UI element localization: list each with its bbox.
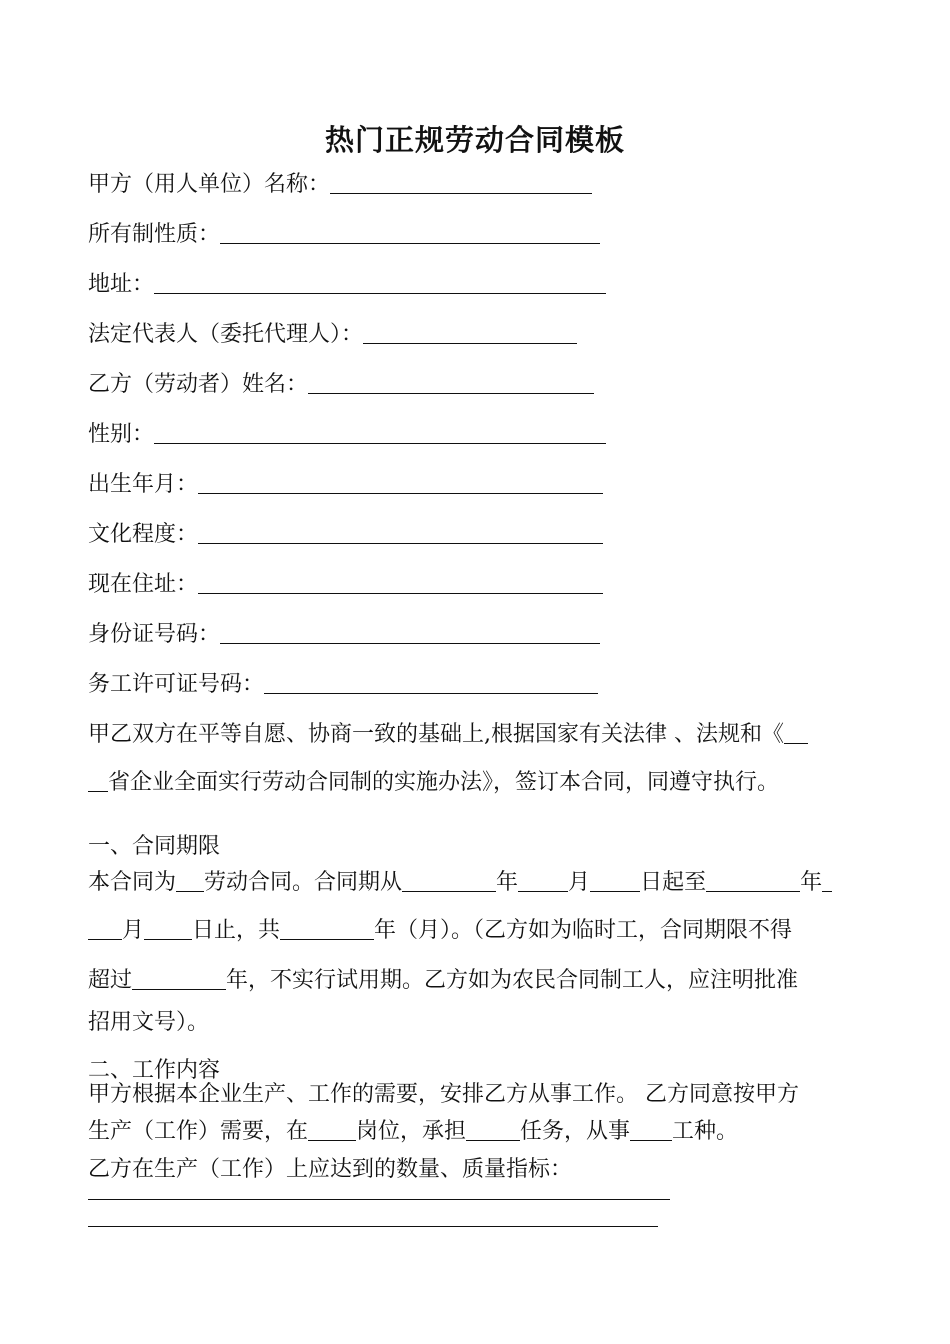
field-label: 出生年月： — [88, 472, 199, 497]
term-text: 本合同为 — [88, 870, 177, 895]
field-gender — [88, 420, 606, 450]
fill-blank[interactable] — [363, 323, 577, 344]
work-line-3: 乙方在生产（工作）上应达到的数量、质量指标： — [88, 1157, 573, 1182]
term-text: 月 — [568, 870, 591, 895]
fill-blank[interactable] — [280, 919, 374, 940]
section-heading-term: 一、合同期限 — [88, 834, 221, 859]
field-label: 务工许可证号码： — [88, 672, 265, 697]
work-line-1: 甲方根据本企业生产、工作的需要，安排乙方从事工作。 乙方同意按甲方 — [88, 1082, 799, 1107]
document-title: 热门正规劳动合同模板 — [324, 123, 625, 157]
field-label: 身份证号码： — [88, 622, 221, 647]
field-birth — [88, 470, 603, 500]
field-label: 现在住址： — [88, 572, 199, 597]
fill-blank[interactable] — [466, 1120, 520, 1141]
work-text: 岗位，承担 — [356, 1119, 467, 1144]
fill-blank[interactable] — [220, 623, 600, 644]
term-text: 超过 — [88, 968, 133, 993]
intro-line-2 — [88, 768, 779, 798]
fill-blank[interactable] — [706, 871, 800, 892]
field-current-address — [88, 570, 603, 600]
fill-blank[interactable] — [784, 723, 808, 744]
fill-blank[interactable] — [308, 373, 594, 394]
fill-blank[interactable] — [264, 673, 598, 694]
work-text: 工种。 — [672, 1119, 739, 1144]
field-legal-rep — [88, 320, 577, 350]
intro-text: 省企业全面实行劳动合同制的实施办法》，签订本合同，同遵守执行。 — [108, 770, 780, 795]
fill-blank[interactable] — [198, 473, 603, 494]
fill-blank[interactable] — [88, 919, 122, 940]
fill-blank[interactable] — [220, 223, 600, 244]
fill-blank[interactable] — [822, 871, 832, 892]
fill-blank[interactable] — [518, 871, 568, 892]
field-label: 地址： — [88, 272, 155, 297]
intro-line-1 — [88, 720, 808, 750]
field-address — [88, 270, 606, 300]
term-text: 年 — [496, 870, 519, 895]
field-label: 性别： — [88, 422, 155, 447]
field-label: 乙方（劳动者）姓名： — [88, 372, 309, 397]
term-line-1 — [88, 868, 832, 898]
term-line-2 — [88, 916, 792, 946]
term-line-4: 招用文号）。 — [88, 1010, 210, 1035]
fill-blank[interactable] — [590, 871, 640, 892]
term-line-3 — [88, 966, 798, 996]
field-employer-name — [88, 170, 592, 200]
field-label: 文化程度： — [88, 522, 199, 547]
section-heading-work: 二、工作内容 — [88, 1058, 221, 1083]
fill-blank[interactable] — [198, 523, 603, 544]
fill-blank[interactable] — [176, 871, 204, 892]
term-text: 年，不实行试用期。乙方如为农民合同制工人，应注明批准 — [226, 968, 799, 993]
fill-blank[interactable] — [402, 871, 496, 892]
fill-blank[interactable] — [144, 919, 192, 940]
intro-text: 甲乙双方在平等自愿、协商一致的基础上,根据国家有关法律 、法规和《 — [88, 722, 784, 747]
field-id-number — [88, 620, 600, 650]
fill-line[interactable] — [88, 1199, 670, 1200]
fill-blank[interactable] — [630, 1120, 672, 1141]
field-work-permit — [88, 670, 598, 700]
fill-line[interactable] — [88, 1226, 658, 1227]
term-text: 劳动合同。合同期从 — [204, 870, 403, 895]
work-text: 生产（工作）需要，在 — [88, 1119, 309, 1144]
fill-blank[interactable] — [198, 573, 603, 594]
work-text: 任务，从事 — [520, 1119, 631, 1144]
field-label: 所有制性质： — [88, 222, 221, 247]
fill-blank[interactable] — [132, 969, 226, 990]
term-text: 年（月）。（乙方如为临时工，合同期限不得 — [374, 918, 793, 943]
field-label: 甲方（用人单位）名称： — [88, 172, 331, 197]
term-text: 月 — [122, 918, 145, 943]
fill-blank[interactable] — [88, 771, 108, 792]
fill-blank[interactable] — [308, 1120, 356, 1141]
work-line-2 — [88, 1117, 738, 1147]
term-text: 日起至 — [640, 870, 707, 895]
fill-blank[interactable] — [154, 273, 606, 294]
field-education — [88, 520, 603, 550]
term-text: 日止，共 — [192, 918, 281, 943]
field-label: 法定代表人（委托代理人）： — [88, 322, 364, 347]
fill-blank[interactable] — [330, 173, 592, 194]
field-ownership — [88, 220, 600, 250]
fill-blank[interactable] — [154, 423, 606, 444]
term-text: 年 — [800, 870, 823, 895]
field-employee-name — [88, 370, 594, 400]
